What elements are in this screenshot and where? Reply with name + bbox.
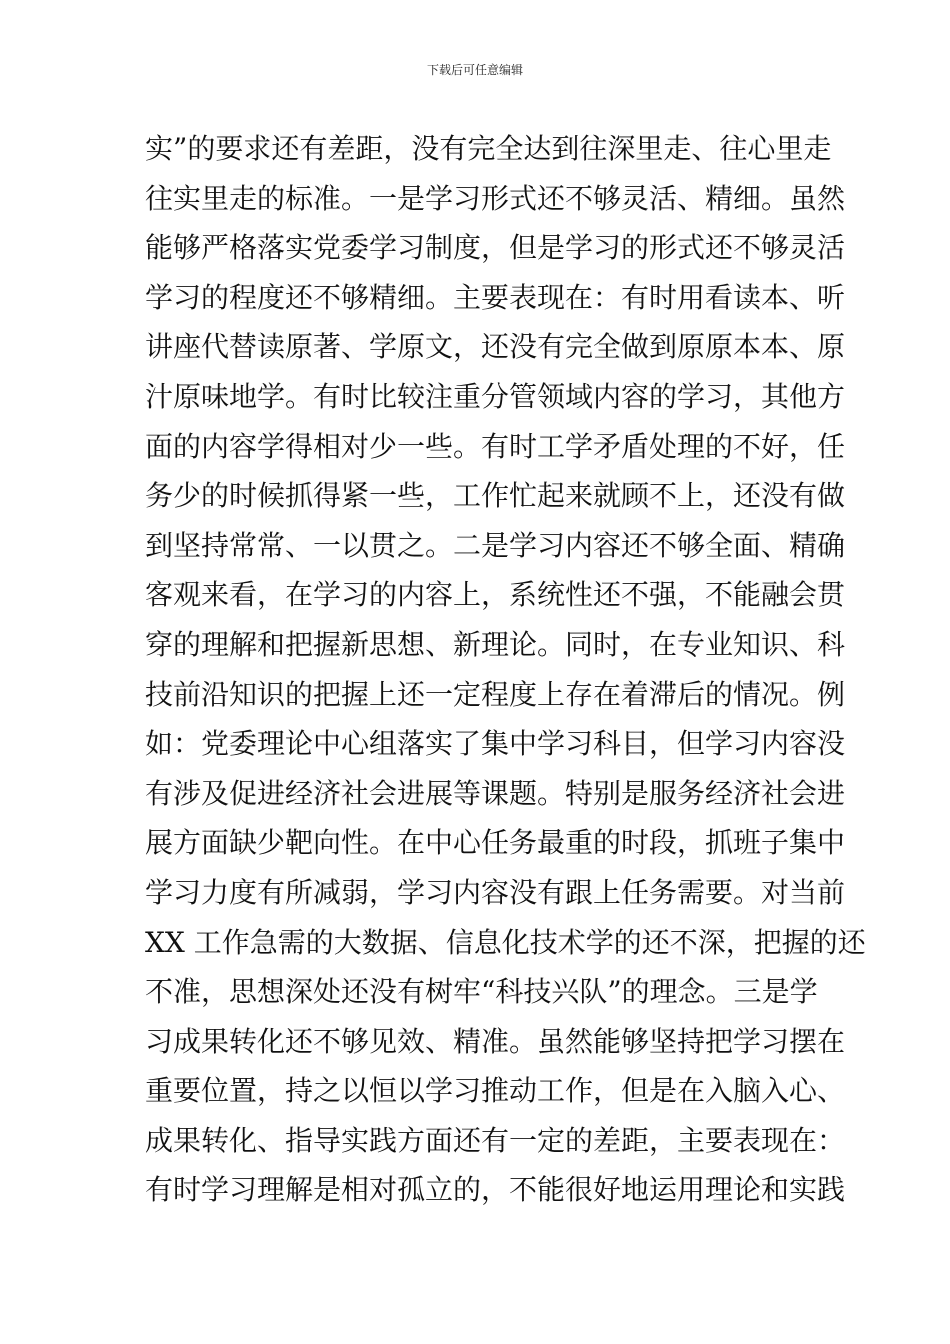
text-line: 重要位置，持之以恒以学习推动工作，但是在入脑入心、 <box>145 1074 846 1108</box>
text-line: 汁原味地学。有时比较注重分管领域内容的学习，其他方 <box>145 379 846 413</box>
text-line: 讲座代替读原著、学原文，还没有完全做到原原本本、原 <box>145 330 846 364</box>
text-line: 有涉及促进经济社会进展等课题。特别是服务经济社会进 <box>145 776 846 810</box>
text-line: 学习力度有所减弱，学习内容没有跟上任务需要。对当前 <box>145 875 846 909</box>
header-note: 下载后可任意编辑 <box>426 63 523 77</box>
text-line: 客观来看，在学习的内容上，系统性还不强，不能融会贯 <box>145 578 846 612</box>
text-line: 到坚持常常、一以贯之。二是学习内容还不够全面、精确 <box>145 528 846 562</box>
text-line: 面的内容学得相对少一些。有时工学矛盾处理的不好，任 <box>145 429 846 463</box>
text-line: 技前沿知识的把握上还一定程度上存在着滞后的情况。例 <box>145 677 846 711</box>
text-line: 实”的要求还有差距，没有完全达到往深里走、往心里走 <box>145 132 832 165</box>
body-text <box>145 124 866 1215</box>
text-line: 穿的理解和把握新思想、新理论。同时，在专业知识、科 <box>145 627 846 661</box>
text-line: 能够严格落实党委学习制度，但是学习的形式还不够灵活 <box>145 231 846 265</box>
text-line: 往实里走的标准。一是学习形式还不够灵活、精细。虽然 <box>145 181 846 215</box>
text-line: 有时学习理解是相对孤立的，不能很好地运用理论和实践 <box>145 1173 846 1207</box>
text-line: 务少的时候抓得紧一些，工作忙起来就顾不上，还没有做 <box>145 479 846 513</box>
text-line: 如：党委理论中心组落实了集中学习科目，但学习内容没 <box>145 727 846 761</box>
text-line: 学习的程度还不够精细。主要表现在：有时用看读本、听 <box>145 280 846 314</box>
text-line: 展方面缺少靶向性。在中心任务最重的时段，抓班子集中 <box>145 826 846 860</box>
text-line: 成果转化、指导实践方面还有一定的差距，主要表现在： <box>145 1123 846 1157</box>
text-line: 不准，思想深处还没有树牢“科技兴队”的理念。三是学 <box>145 975 818 1009</box>
text-line: 习成果转化还不够见效、精准。虽然能够坚持把学习摆在 <box>145 1024 846 1058</box>
text-line: XX 工作急需的大数据、信息化技术学的还不深，把握的还 <box>145 925 866 959</box>
